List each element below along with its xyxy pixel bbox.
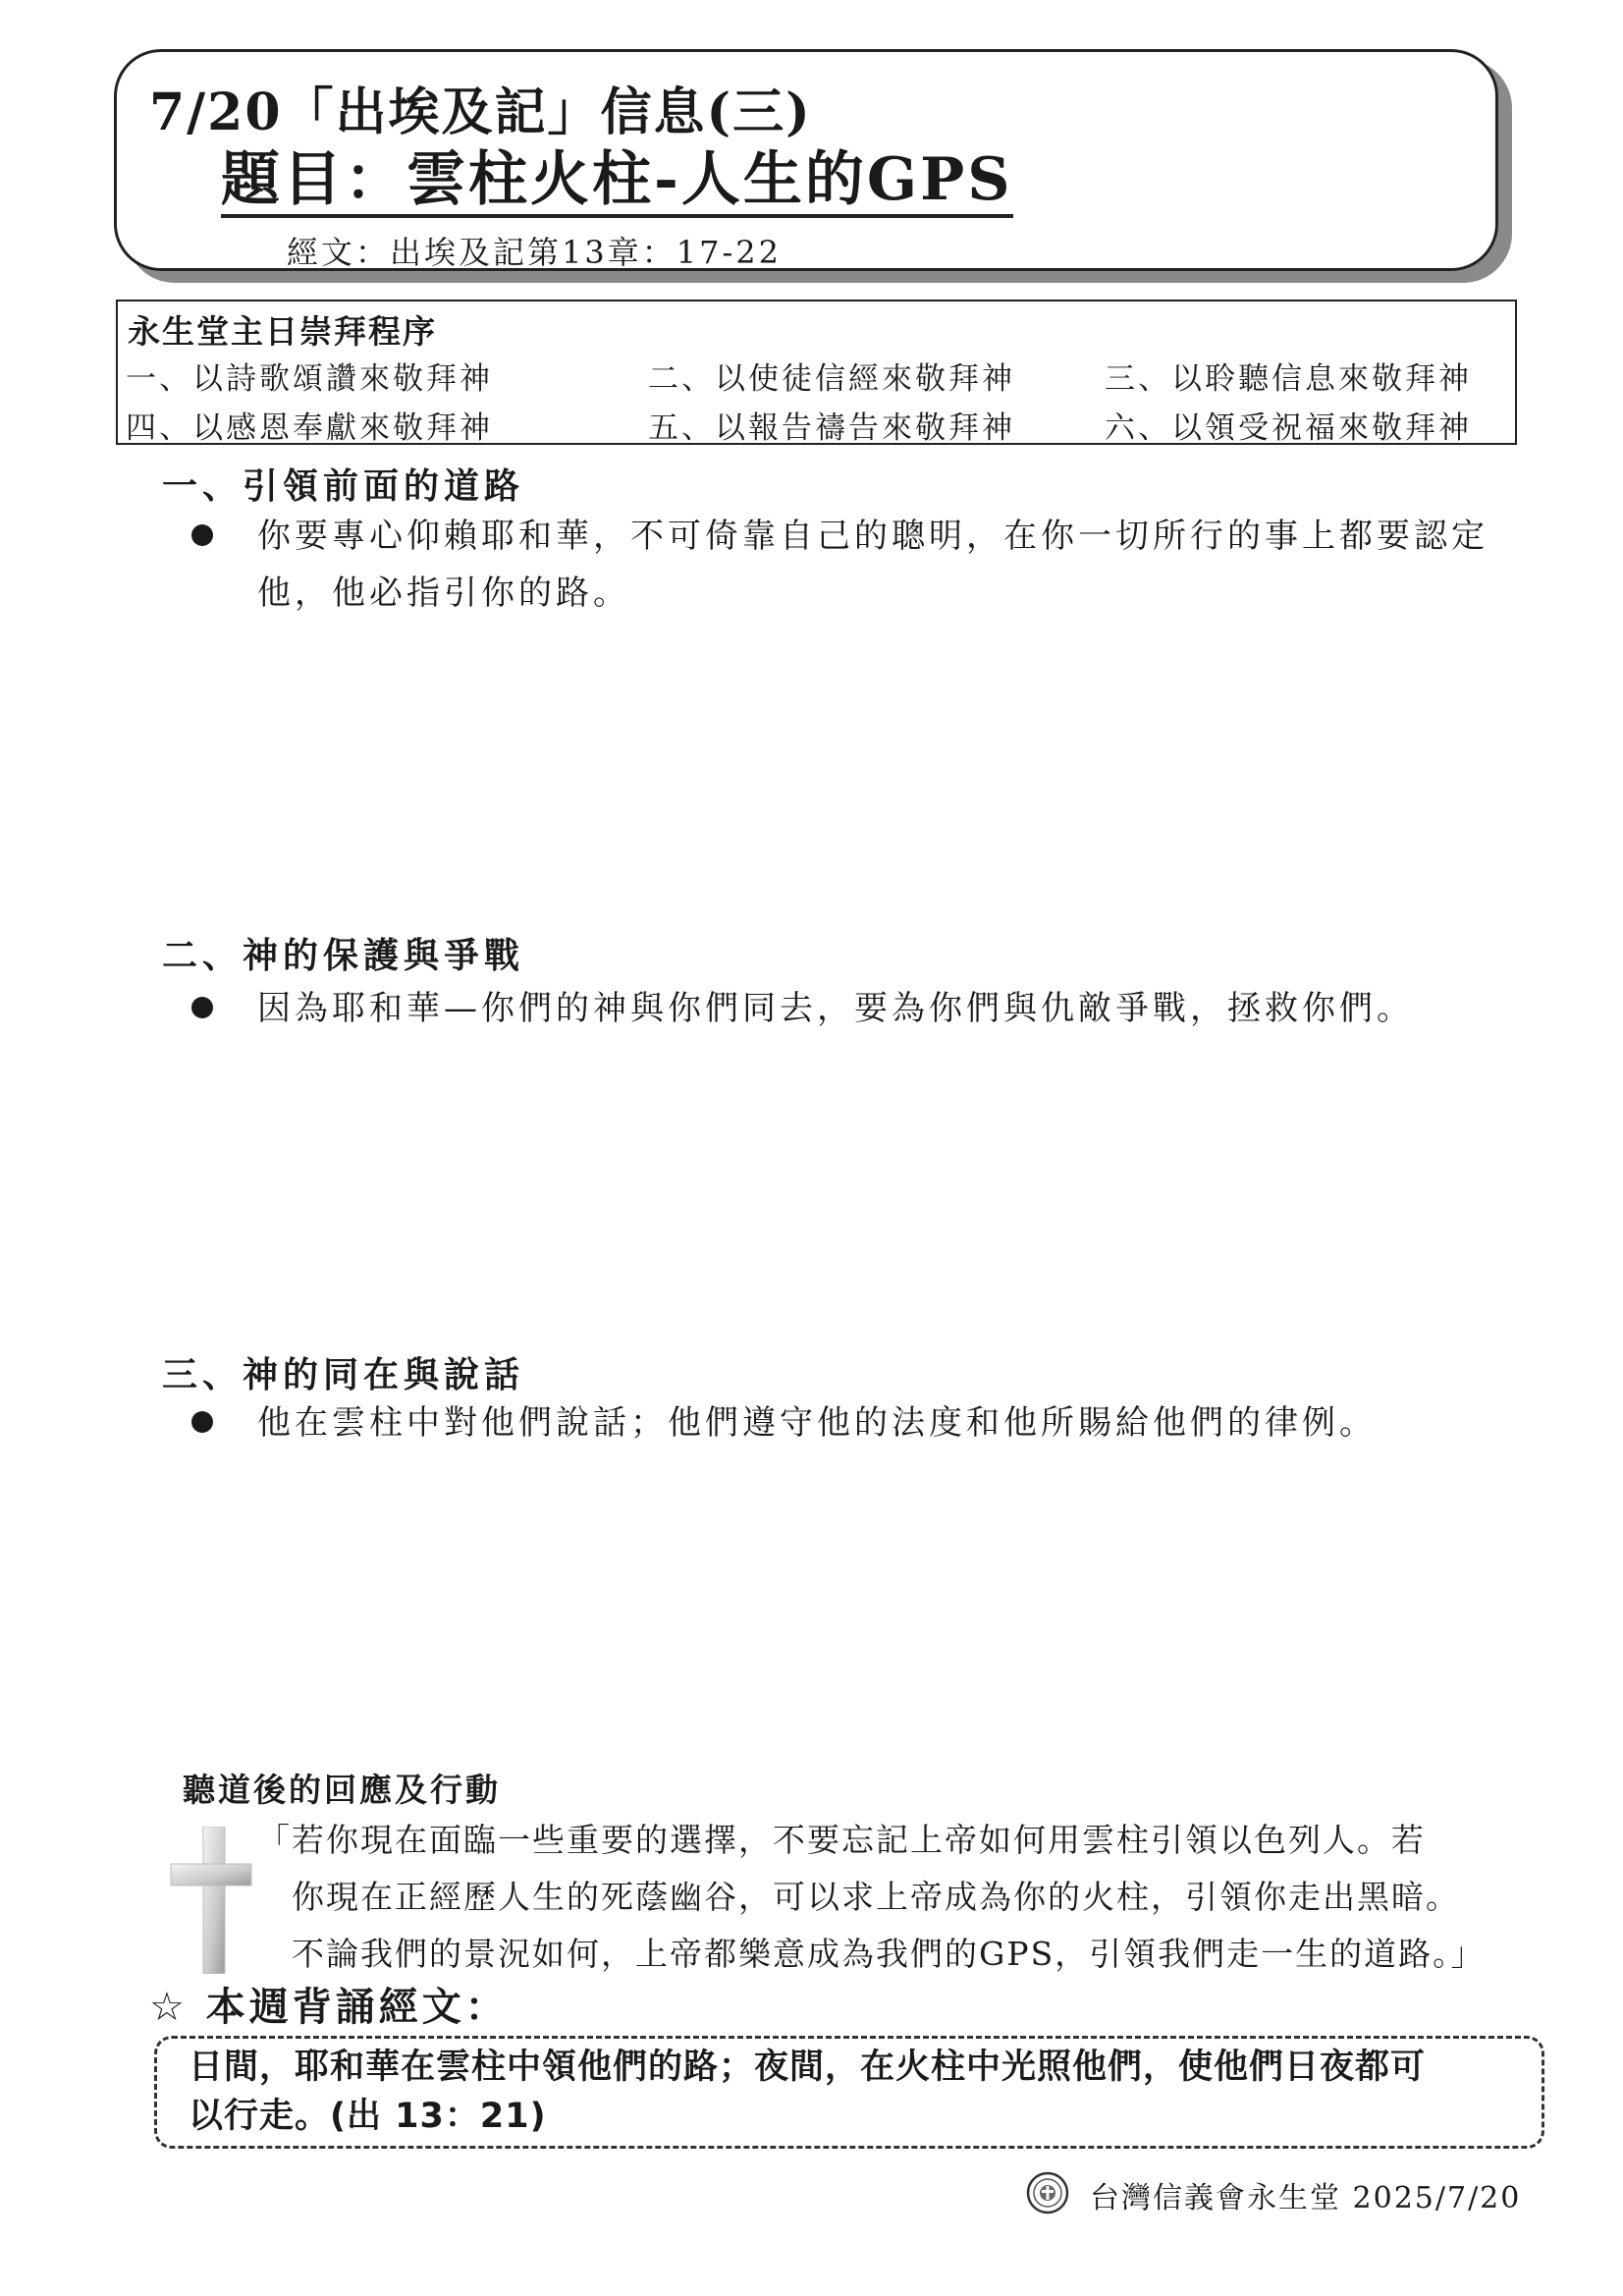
worship-item: 一、以詩歌頌讚來敬拜神	[126, 361, 493, 397]
response-title: 聽道後的回應及行動	[183, 1771, 501, 1809]
worship-item: 五、以報告禱告來敬拜神	[648, 410, 1015, 446]
memory-verse-title: ☆ 本週背誦經文：	[149, 1985, 509, 2030]
bullet-icon	[191, 997, 213, 1018]
section-heading: 三、神的同在與說話	[162, 1354, 525, 1395]
sermon-series-title: 7/20「出埃及記」信息(三)	[149, 82, 812, 142]
section-text	[257, 508, 1524, 622]
response-text-line: 不論我們的景況如何，上帝都樂意成為我們的GPS，引領我們走一生的道路。」	[257, 1935, 1486, 1973]
response-text	[257, 1812, 1486, 1983]
section-text-line: 他在雲柱中對他們說話；他們遵守他的法度和他所賜給他們的律例。	[257, 1403, 1377, 1443]
section-heading: 一、引領前面的道路	[162, 465, 525, 507]
worship-item: 二、以使徒信經來敬拜神	[648, 361, 1015, 397]
worship-item: 三、以聆聽信息來敬拜神	[1105, 361, 1472, 397]
response-text-line: 你現在正經歷人生的死蔭幽谷，可以求上帝成為你的火柱，引領你走出黑暗。	[257, 1878, 1460, 1916]
memory-verse-text	[189, 2043, 1426, 2141]
bullet-icon	[191, 1411, 213, 1433]
memory-verse-line: 以行走。(出 13：21)	[189, 2097, 547, 2136]
section-text-line: 因為耶和華—你們的神與你們同去，要為你們與仇敵爭戰，拯救你們。	[257, 989, 1414, 1028]
section-text-line: 你要專心仰賴耶和華，不可倚靠自己的聰明，在你一切所行的事上都要認定	[257, 517, 1488, 556]
footer-church-date: 台灣信義會永生堂 2025/7/20	[1090, 2181, 1522, 2215]
sermon-topic: 題目：雲柱火柱-人生的GPS	[221, 147, 1013, 218]
bullet-icon	[191, 524, 213, 546]
church-seal-logo	[1026, 2171, 1069, 2214]
worship-item: 六、以領受祝福來敬拜神	[1105, 410, 1472, 446]
cross-icon	[169, 1827, 253, 1974]
memory-verse-line: 日間，耶和華在雲柱中領他們的路；夜間，在火柱中光照他們，使他們日夜都可	[189, 2048, 1427, 2087]
scripture-reference: 經文：出埃及記第13章：17-22	[287, 234, 782, 271]
worship-order-title: 永生堂主日崇拜程序	[128, 312, 437, 351]
worship-item: 四、以感恩奉獻來敬拜神	[126, 410, 493, 446]
section-text	[257, 980, 1524, 1037]
section-text	[257, 1394, 1524, 1451]
section-text-line: 他，他必指引你的路。	[257, 574, 630, 613]
response-text-line: 「若你現在面臨一些重要的選擇，不要忘記上帝如何用雲柱引領以色列人。若	[257, 1821, 1426, 1859]
section-heading: 二、神的保護與爭戰	[162, 935, 525, 976]
